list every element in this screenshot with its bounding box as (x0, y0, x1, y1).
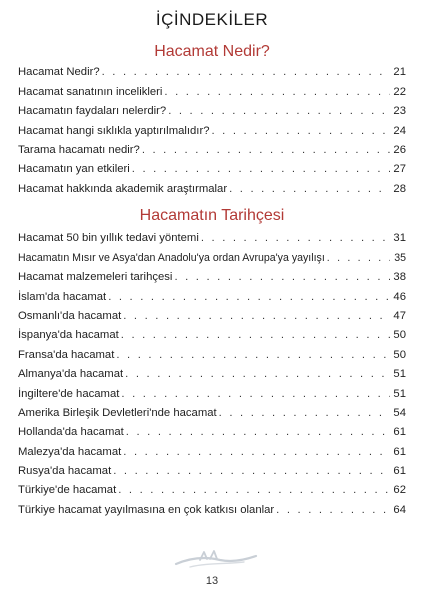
toc-entry-title: Rusya'da hacamat (18, 465, 112, 478)
toc-entry-page: 28 (393, 182, 406, 195)
toc-entry[interactable] (18, 157, 406, 176)
dot-leader (121, 387, 390, 401)
dot-leader (126, 425, 390, 439)
toc-entry[interactable] (18, 420, 406, 439)
dot-leader (118, 483, 390, 497)
toc-entry[interactable] (18, 381, 406, 400)
page-title: İÇİNDEKİLER (155, 10, 269, 29)
dot-leader (327, 251, 390, 265)
toc-entry-title: Hacamat 50 bin yıllık tedavi yöntemi (18, 232, 199, 245)
toc-entry-page: 51 (393, 368, 406, 381)
toc-entry-page: 27 (393, 163, 406, 176)
toc-entry[interactable] (18, 284, 406, 303)
toc-entry[interactable] (18, 265, 406, 284)
dot-leader (123, 445, 390, 459)
toc-entry-title: Hacamat hangi sıklıkla yaptırılmalıdır? (18, 124, 210, 137)
toc-entry-page: 51 (393, 387, 406, 400)
dot-leader (113, 464, 390, 478)
section-heading-hacamatin-tarihcesi: Hacamatın Tarihçesi (139, 207, 285, 224)
toc-entry-title: Türkiye hacamat yayılmasına en çok katkısı olanlar (18, 503, 275, 516)
publisher-logo-icon (170, 548, 260, 570)
toc-entry-title: İslam'da hacamat (18, 290, 107, 303)
toc-entry-page: 61 (393, 465, 406, 478)
toc-entry[interactable] (18, 226, 406, 245)
toc-entry-title: Hacamat Nedir? (18, 66, 100, 79)
dot-leader (121, 328, 390, 342)
toc-entry-page: 61 (393, 426, 406, 439)
toc-entry[interactable] (18, 439, 406, 458)
toc-entry-title: Hacamatın yan etkileri (18, 163, 130, 176)
section-entries-hacamat-nedir (18, 60, 406, 196)
toc-entry-page: 64 (393, 503, 406, 516)
toc-entry[interactable] (18, 497, 406, 516)
toc-entry-title: Fransa'da hacamat (18, 348, 115, 361)
dot-leader (123, 309, 390, 323)
toc-entry[interactable] (18, 79, 406, 98)
toc-entry-page: 46 (393, 290, 406, 303)
dot-leader (108, 290, 390, 304)
toc-entry[interactable] (18, 478, 406, 497)
toc-entry[interactable] (18, 118, 406, 137)
dot-leader (168, 104, 390, 118)
toc-entry-page: 31 (393, 232, 406, 245)
toc-entry-page: 47 (393, 309, 406, 322)
toc-entry-title: Tarama hacamatı nedir? (18, 143, 140, 156)
dot-leader (201, 231, 390, 245)
page-number: 13 (205, 575, 219, 587)
toc-entry-title: Hacamatın faydaları nelerdir? (18, 105, 167, 118)
dot-leader (102, 65, 390, 79)
dot-leader (142, 143, 390, 157)
toc-entry-page: 61 (393, 445, 406, 458)
section-heading-hacamat-nedir: Hacamat Nedir? (154, 43, 270, 60)
toc-entry[interactable] (18, 60, 406, 79)
toc-entry-page: 50 (393, 329, 406, 342)
toc-entry[interactable] (18, 138, 406, 157)
toc-entry-page: 21 (393, 66, 406, 79)
dot-leader (132, 162, 390, 176)
toc-entry-title: Hacamat hakkında akademik araştırmalar (18, 182, 228, 195)
toc-entry-title: Hollanda'da hacamat (18, 426, 124, 439)
toc-entry-title: İspanya'da hacamat (18, 329, 119, 342)
toc-entry[interactable] (18, 323, 406, 342)
dot-leader (212, 124, 391, 138)
toc-entry-page: 26 (393, 143, 406, 156)
toc-entry-title: Malezya'da hacamat (18, 445, 122, 458)
toc-entry-title: Amerika Birleşik Devletleri'nde hacamat (18, 406, 217, 419)
toc-entry[interactable] (18, 401, 406, 420)
toc-entry-page: 54 (393, 406, 406, 419)
dot-leader (116, 348, 390, 362)
toc-entry-title: Almanya'da hacamat (18, 368, 124, 381)
dot-leader (164, 85, 390, 99)
toc-entry[interactable] (18, 342, 406, 361)
toc-entry-title: Hacamat malzemeleri tarihçesi (18, 271, 173, 284)
toc-entry-page: 50 (393, 348, 406, 361)
toc-entry-page: 22 (393, 85, 406, 98)
dot-leader (125, 367, 390, 381)
toc-entry[interactable] (18, 304, 406, 323)
toc-entry-page: 35 (394, 251, 406, 264)
toc-entry-title: Hacamat sanatının incelikleri (18, 85, 163, 98)
toc-entry[interactable] (18, 459, 406, 478)
section-entries-hacamatin-tarihcesi (18, 226, 406, 517)
toc-entry[interactable] (18, 362, 406, 381)
dot-leader (174, 270, 390, 284)
toc-entry-page: 62 (393, 484, 406, 497)
dot-leader (276, 503, 390, 517)
toc-entry-title: Türkiye'de hacamat (18, 484, 117, 497)
toc-entry[interactable] (18, 99, 406, 118)
toc-entry-title: İngiltere'de hacamat (18, 387, 120, 400)
toc-entry-page: 24 (393, 124, 406, 137)
toc-entry[interactable] (18, 245, 406, 264)
dot-leader (229, 182, 390, 196)
toc-entry[interactable] (18, 176, 406, 195)
toc-entry-page: 23 (393, 105, 406, 118)
dot-leader (219, 406, 390, 420)
toc-entry-page: 38 (393, 271, 406, 284)
toc-entry-title: Hacamatın Mısır ve Asya'dan Anadolu'ya ordan Avrupa'ya yayılışı (18, 251, 325, 264)
toc-entry-title: Osmanlı'da hacamat (18, 309, 122, 322)
